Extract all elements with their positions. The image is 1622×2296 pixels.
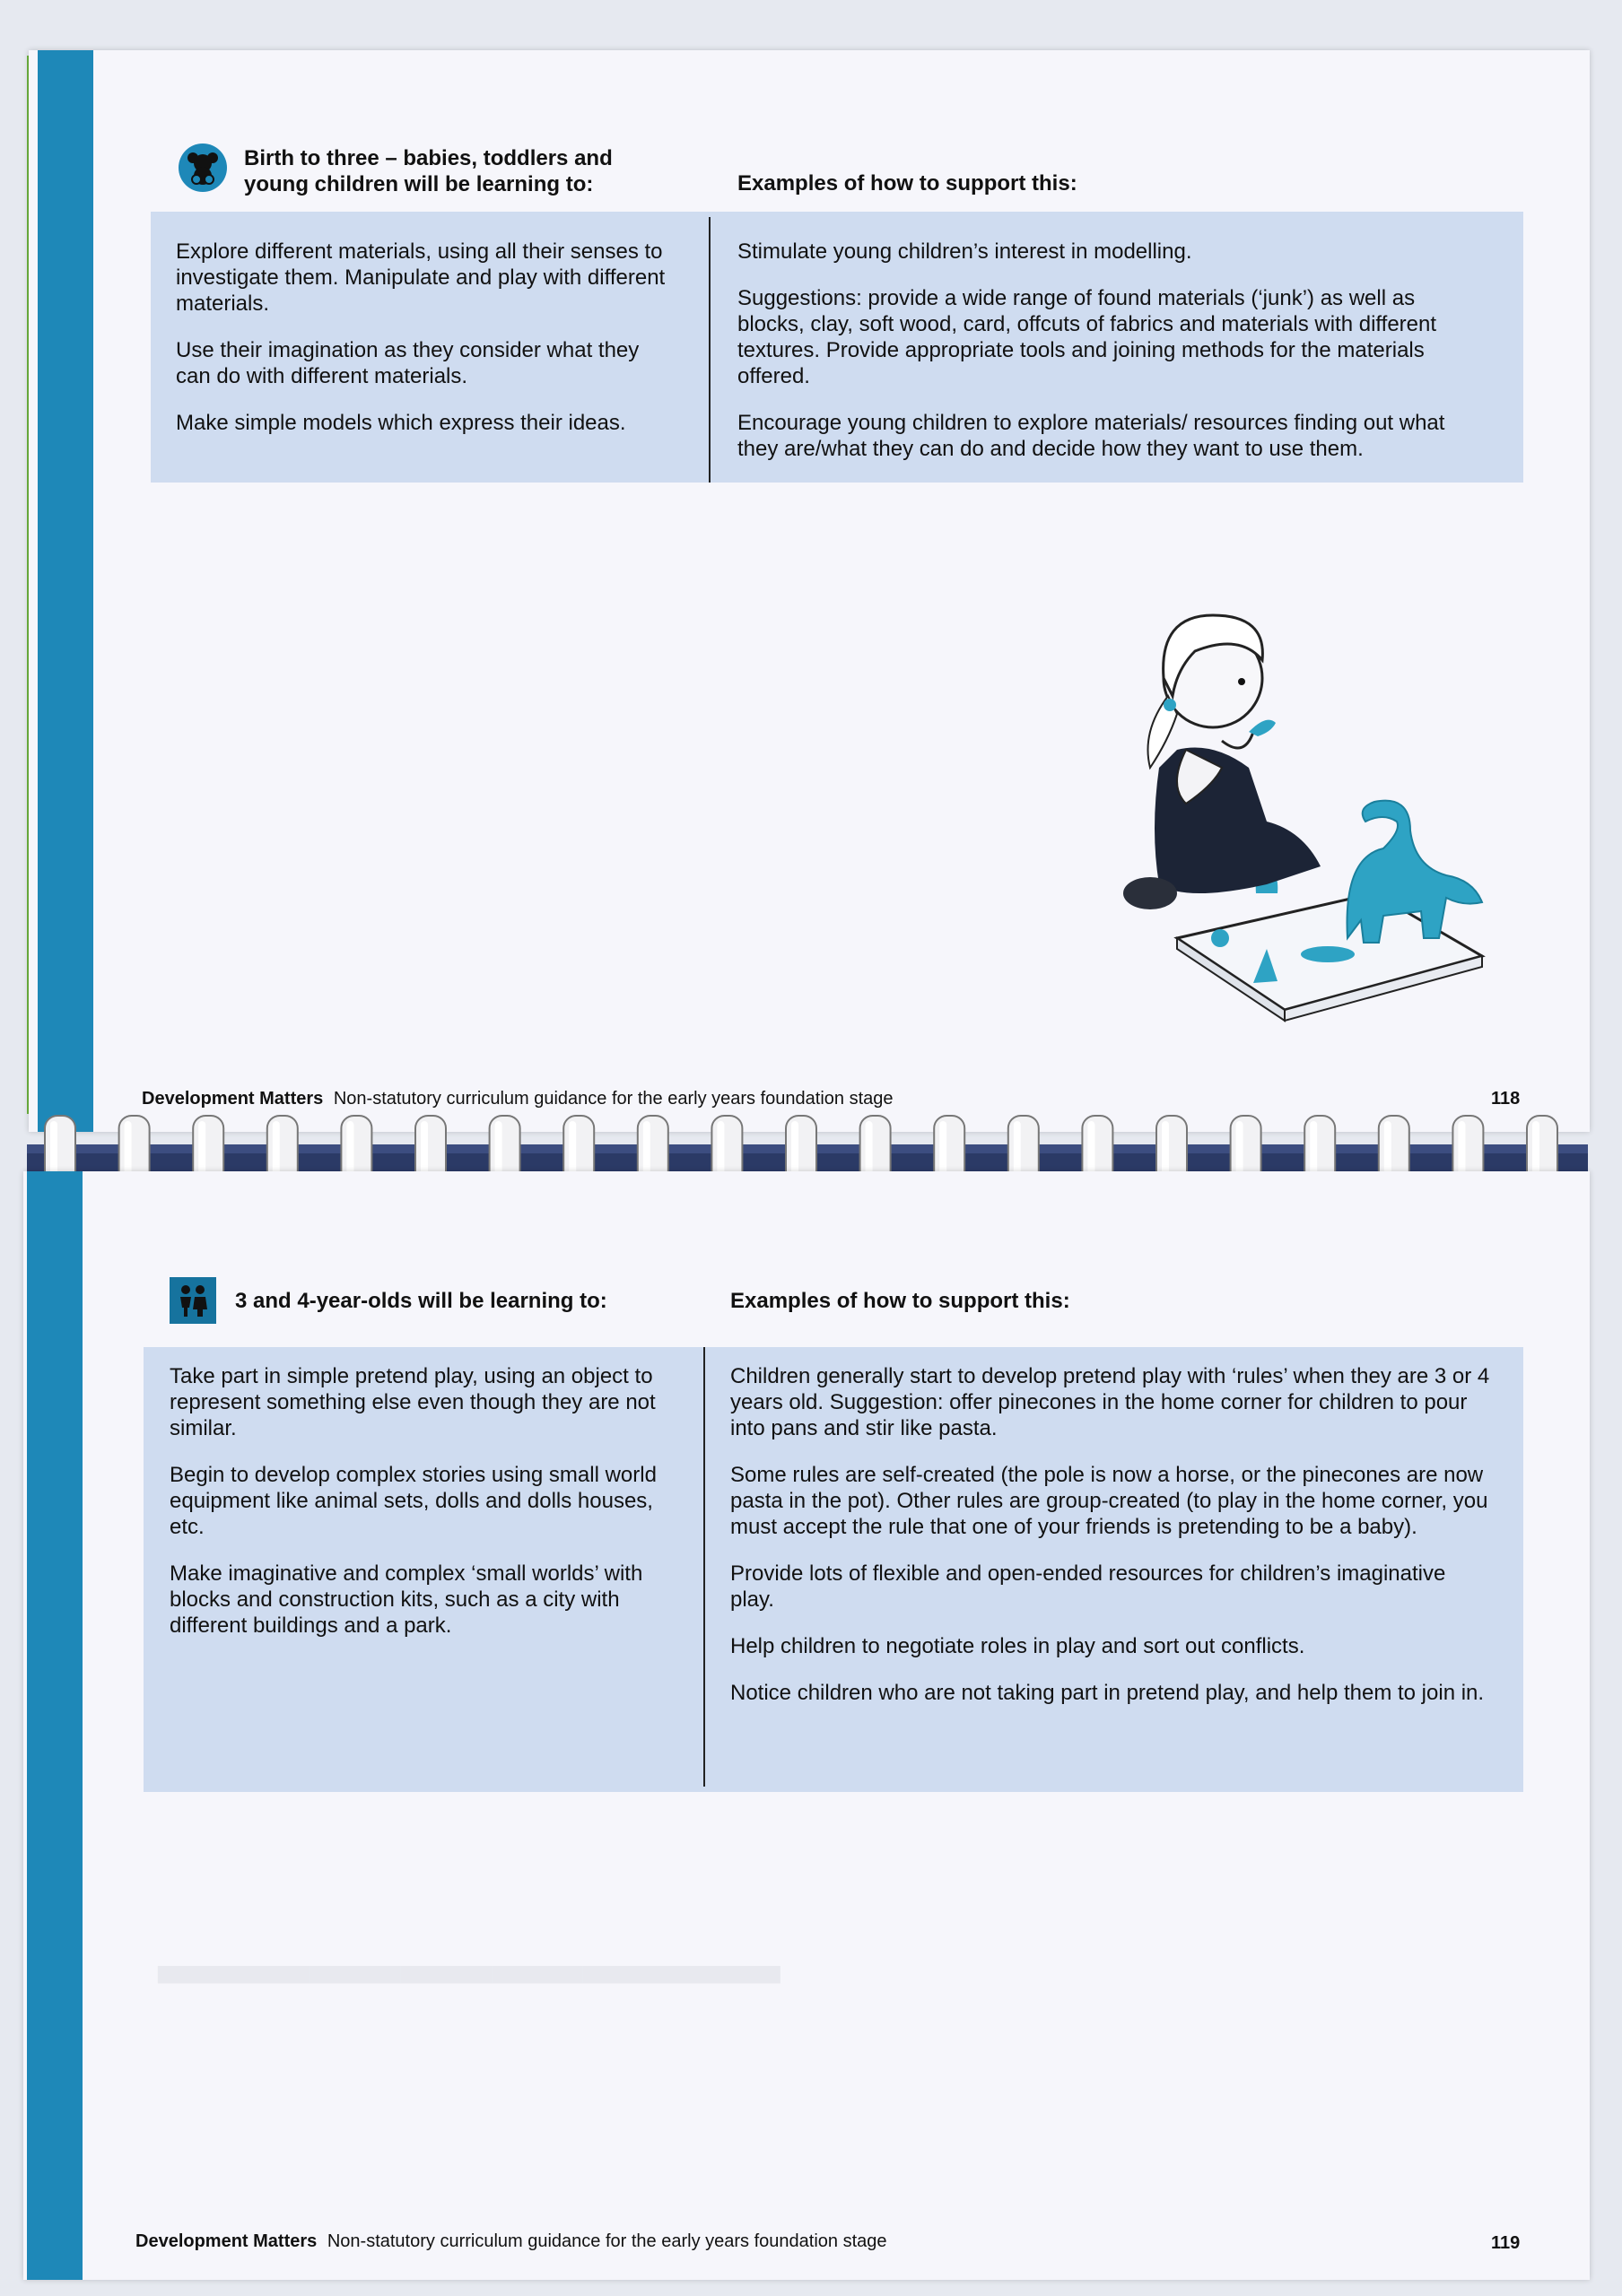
learning-item: Explore different materials, using all their senses to investigate them. Manipulate and play with different materials. [176, 239, 666, 316]
learning-list [176, 239, 678, 457]
support-list [737, 239, 1482, 483]
column-divider [709, 217, 711, 483]
learning-list [170, 1363, 681, 1659]
column-divider [703, 1347, 705, 1787]
page-number: 118 [1491, 1089, 1521, 1109]
learning-item: Use their imagination as they consider what they can do with different materials. [176, 338, 640, 388]
learning-heading: 3 and 4-year-olds will be learning to: [235, 1289, 607, 1313]
teddy-bear-icon [179, 144, 227, 192]
learning-item: Begin to develop complex stories using small world equipment like animal sets, dolls and dolls houses, etc. [170, 1463, 657, 1539]
support-item: Children generally start to develop pretend play with ‘rules’ when they are 3 or 4 years old. Suggestion: offer pinecones in the home corner for children to pour into pans and stir like pasta. [730, 1364, 1490, 1440]
support-item: Some rules are self-created (the pole is now a horse, or the pinecones are now pasta in the pot). Other rules are group-created (to play in the home corner, you must accept the rule that one of your friends is pretending to be a baby). [730, 1463, 1488, 1539]
learning-item: Make imaginative and complex ‘small worlds’ with blocks and construction kits, such as a city with different buildings and a park. [170, 1561, 643, 1638]
page-number: 119 [1491, 2233, 1521, 2253]
support-item: Stimulate young children’s interest in modelling. [737, 239, 1192, 264]
two-children-icon [170, 1277, 216, 1324]
show-through-text: ▆▆▆▆▆▆▆▆▆▆▆▆▆▆▆▆▆▆▆▆▆▆▆▆▆▆▆▆▆▆▆▆▆▆▆▆▆▆▆▆▆ [158, 1961, 780, 1983]
page-side-band [38, 50, 93, 1132]
footer-subtitle: Non-statutory curriculum guidance for the early years foundation stage [333, 1089, 894, 1109]
support-item: Encourage young children to explore materials/ resources finding out what they are/what they can do and decide how they want to use them. [737, 411, 1445, 461]
learning-item: Make simple models which express their ideas. [176, 411, 626, 435]
page-118 [29, 50, 1590, 1132]
child-modelling-illustration [1087, 561, 1536, 1028]
page-footer [135, 2231, 1212, 2252]
support-item: Suggestions: provide a wide range of found materials (‘junk’) as well as blocks, clay, soft wood, card, offcuts of fabrics and materials with different textures. Provide appropriate tools and joining methods for the materials offered. [737, 286, 1437, 388]
page-side-band [27, 1171, 83, 2280]
support-heading: Examples of how to support this: [737, 171, 1077, 196]
page-footer [142, 1089, 1218, 1109]
learning-heading: Birth to three – babies, toddlers and young children will be learning to: [244, 146, 613, 196]
support-item: Provide lots of flexible and open-ended resources for children’s imaginative play. [730, 1561, 1446, 1612]
support-list [730, 1363, 1493, 1726]
footer-title: Development Matters [142, 1089, 324, 1109]
learning-item: Take part in simple pretend play, using an object to represent something else even though they are not similar. [170, 1364, 656, 1440]
support-heading: Examples of how to support this: [730, 1289, 1070, 1313]
support-item: Notice children who are not taking part in pretend play, and help them to join in. [730, 1681, 1485, 1705]
footer-title: Development Matters [135, 2231, 318, 2251]
page-119 [23, 1171, 1590, 2280]
support-item: Help children to negotiate roles in play and sort out conflicts. [730, 1634, 1305, 1658]
footer-subtitle: Non-statutory curriculum guidance for the early years foundation stage [327, 2231, 887, 2251]
